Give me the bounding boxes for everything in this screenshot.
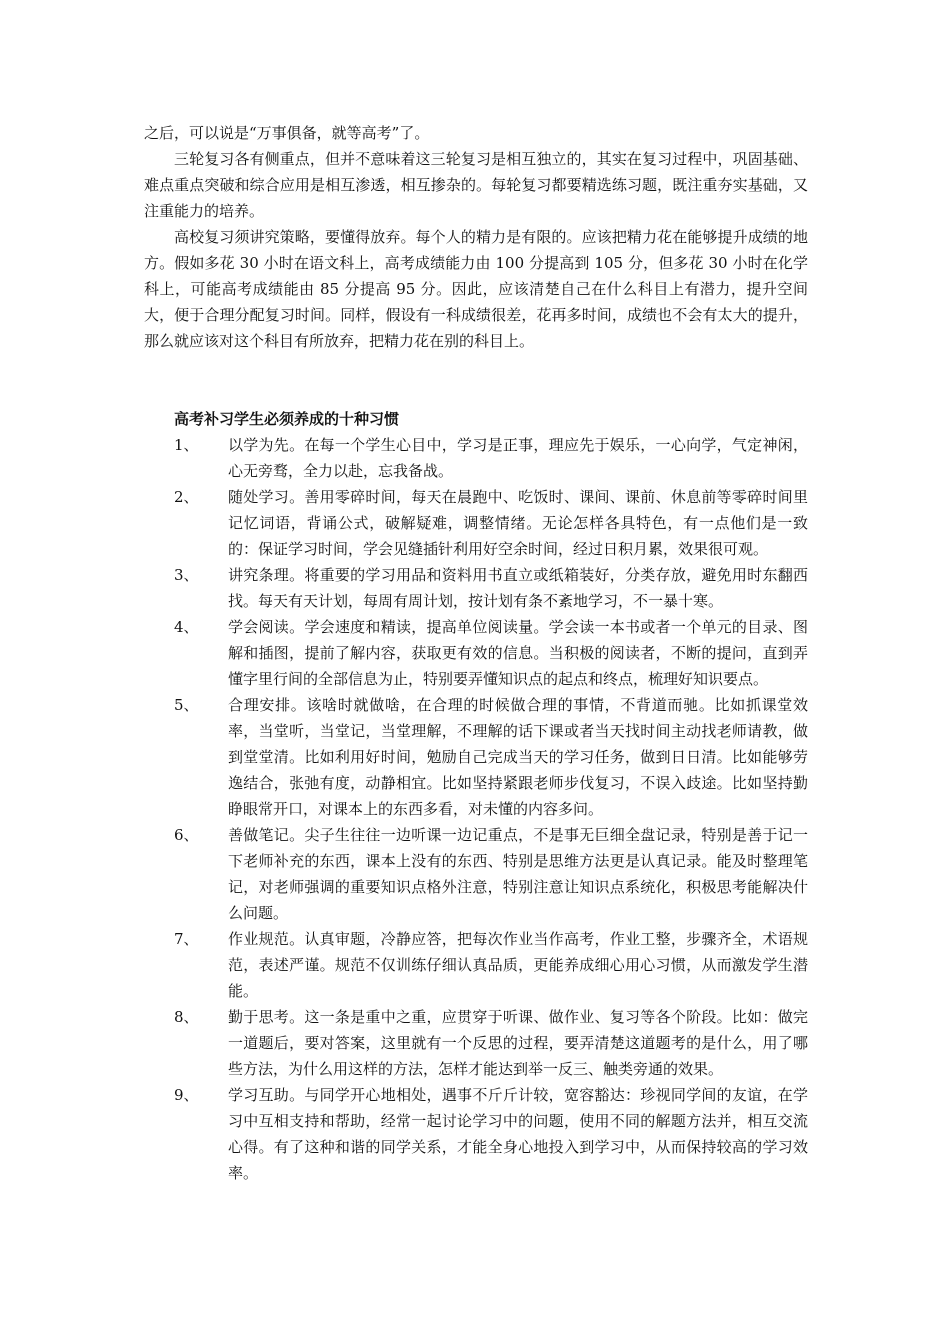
list-item-text: 善做笔记。尖子生往往一边听课一边记重点，不是事无巨细全盘记录，特别是善于记一下老师补充的东西，课本上没有的东西、特别是思维方法更是认真记录。能及时整理笔记，对老师强调的重要知识点格外注意，特别注意让知识点系统化，积极思考能解决什么问题。 — [228, 826, 808, 922]
paragraph-continuation: 之后，可以说是“万事俱备，就等高考”了。 — [144, 124, 430, 142]
list-item — [144, 614, 808, 692]
list-item-number: 9、 — [174, 1086, 199, 1104]
list-item — [144, 432, 808, 484]
list-item — [144, 562, 808, 614]
list-item-text: 合理安排。该啥时就做啥，在合理的时候做合理的事情，不背道而驰。比如抓课堂效率，当堂听，当堂记，当堂理解，不理解的话下课或者当天找时间主动找老师请教，做到堂堂清。比如利用好时间，勉励自己完成当天的学习任务，做到日日清。比如能够劳逸结合，张弛有度，动静相宜。比如坚持紧跟老师步伐复习，不误入歧途。比如坚持勤睁眼常开口，对课本上的东西多看，对未懂的内容多问。 — [228, 696, 808, 818]
list-item — [144, 692, 808, 822]
list-item-text: 作业规范。认真审题，冷静应答，把每次作业当作高考，作业工整，步骤齐全，术语规范，表述严谨。规范不仅训练仔细认真品质，更能养成细心用心习惯，从而激发学生潜能。 — [228, 930, 808, 1000]
list-item — [144, 926, 808, 1004]
list-item-text: 以学为先。在每一个学生心目中，学习是正事，理应先于娱乐，一心向学，气定神闲，心无旁骛，全力以赴，忘我备战。 — [228, 436, 808, 480]
paragraph-review-rounds: 三轮复习各有侧重点，但并不意味着这三轮复习是相互独立的，其实在复习过程中，巩固基础、难点重点突破和综合应用是相互渗透，相互掺杂的。每轮复习都要精选练习题，既注重夯实基础，又注重能力的培养。 — [144, 150, 808, 220]
list-item-text: 学习互助。与同学开心地相处，遇事不斤斤计较，宽容豁达：珍视同学间的友谊，在学习中互相支持和帮助，经常一起讨论学习中的问题，使用不同的解题方法并，相互交流心得。有了这种和谐的同学关系，才能全身心地投入到学习中，从而保持较高的学习效率。 — [228, 1086, 808, 1182]
section-title: 高考补习学生必须养成的十种习惯 — [174, 410, 400, 428]
list-item-number: 7、 — [174, 930, 199, 948]
list-item — [144, 822, 808, 926]
list-item-number: 8、 — [174, 1008, 199, 1026]
list-item — [144, 484, 808, 562]
list-item-number: 2、 — [174, 488, 199, 506]
habit-list — [144, 432, 808, 1186]
list-item-text: 随处学习。善用零碎时间，每天在晨跑中、吃饭时、课间、课前、休息前等零碎时间里记忆词语，背诵公式，破解疑难，调整情绪。无论怎样各具特色，有一点他们是一致的：保证学习时间，学会见缝插针利用好空余时间，经过日积月累，效果很可观。 — [228, 488, 808, 558]
list-item — [144, 1004, 808, 1082]
list-item-number: 1、 — [174, 436, 199, 454]
list-item-number: 3、 — [174, 566, 199, 584]
list-item-number: 5、 — [174, 696, 199, 714]
list-item-text: 勤于思考。这一条是重中之重，应贯穿于听课、做作业、复习等各个阶段。比如：做完一道题后，要对答案，这里就有一个反思的过程，要弄清楚这道题考的是什么，用了哪些方法，为什么用这样的方法，怎样才能达到举一反三、触类旁通的效果。 — [228, 1008, 808, 1078]
list-item-number: 4、 — [174, 618, 199, 636]
section-spacer — [144, 354, 808, 406]
list-item-text: 讲究条理。将重要的学习用品和资料用书直立或纸箱装好，分类存放，避免用时东翻西找。每天有天计划，每周有周计划，按计划有条不紊地学习，不一暴十寒。 — [228, 566, 808, 610]
list-item — [144, 1082, 808, 1186]
paragraph-strategy: 高校复习须讲究策略，要懂得放弃。每个人的精力是有限的。应该把精力花在能够提升成绩的地方。假如多花 30 小时在语文科上，高考成绩能力由 100 分提高到 105 分，但多花 30 小时在化学科上，可能高考成绩能由 85 分提高 95 分。因此，应该清楚自己在什么科目上有潜力，提升空间大，便于合理分配复习时间。同样，假设有一科成绩很差，花再多时间，成绩也不会有太大的提升，那么就应该对这个科目有所放弃，把精力花在别的科目上。 — [144, 228, 808, 350]
list-item-number: 6、 — [174, 826, 199, 844]
document-page — [144, 120, 808, 1186]
list-item-text: 学会阅读。学会速度和精读，提高单位阅读量。学会读一本书或者一个单元的目录、图解和插图，提前了解内容，获取更有效的信息。当积极的阅读者，不断的提问，直到弄懂字里行间的全部信息为止，特别要弄懂知识点的起点和终点，梳理好知识要点。 — [228, 618, 808, 688]
